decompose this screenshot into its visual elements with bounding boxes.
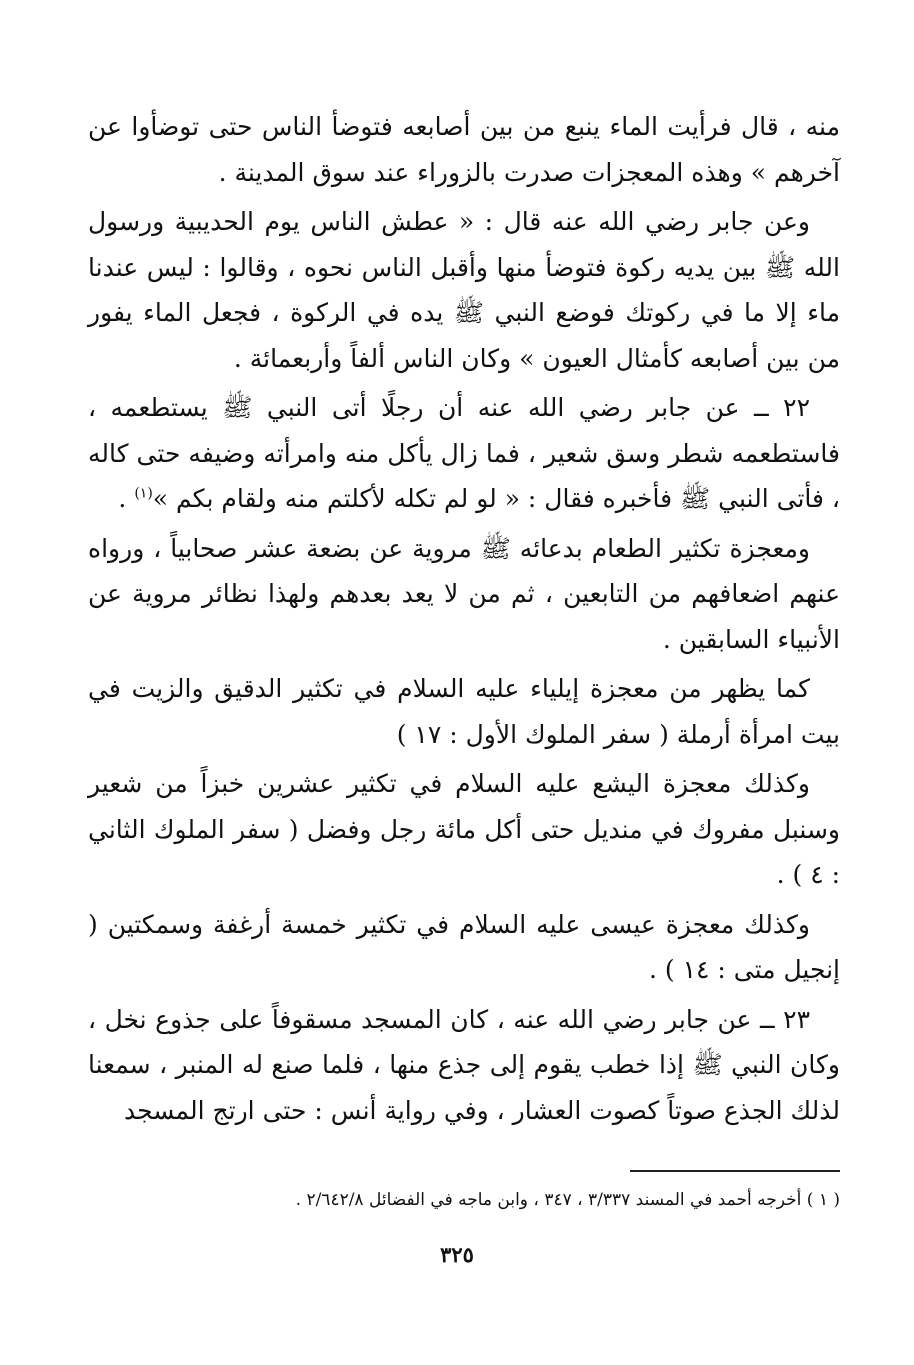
paragraph-2 xyxy=(88,199,840,381)
paragraph-7 xyxy=(88,902,840,993)
hadith-22-tail: . xyxy=(118,484,135,513)
page-number: ٣٢٥ xyxy=(440,1242,474,1267)
footnote-marker[interactable]: (١) xyxy=(134,485,153,502)
hadith-23 xyxy=(88,997,840,1134)
paragraph-1 xyxy=(88,104,840,195)
paragraph-4 xyxy=(88,526,840,663)
hadith-23-text: ٢٣ ــ عن جابر رضي الله عنه ، كان المسجد مسقوفاً على جذوع نخل ، وكان النبي ﷺ إذا خطب يقوم إلى جذع منها ، فلما صنع له المنبر ، سمعنا لذلك الجذع صوتاً كصوت العشار ، وفي رواية أنس : حتى ارتج المسجد xyxy=(88,1004,840,1125)
paragraph-6-text: وكذلك معجزة اليشع عليه السلام في تكثير عشرين خبزاً من شعير وسنبل مفروك في منديل حتى أكل مائة رجل وفضل ( سفر الملوك الثاني : ٤ ) . xyxy=(88,769,840,889)
footnote-rule xyxy=(630,1170,840,1172)
hadith-22-text: ٢٢ ــ عن جابر رضي الله عنه أن رجلًا أتى النبي ﷺ يستطعمه ، فاستطعمه شطر وسق شعير ، فما زال يأكل منه وامرأته وضيفه حتى كاله ، فأتى النبي ﷺ فأخبره فقال : « لو لم تكله لأكلتم منه ولقام بكم » xyxy=(88,393,840,513)
footnote: ( ١ ) أخرجه أحمد في المسند ٣/٣٣٧ ، ٣٤٧ ، وابن ماجه في الفضائل ٢/٦٤٢/٨ . xyxy=(295,1190,840,1210)
paragraph-2-text: وعن جابر رضي الله عنه قال : « عطش الناس يوم الحديبية ورسول الله ﷺ بين يديه ركوة فتوضأ منها وأقبل الناس نحوه ، وقالوا : ليس عندنا ماء إلا ما في ركوتك فوضع النبي ﷺ يده في الركوة ، فجعل الماء يفور من بين أصابعه كأمثال العيون » وكان الناس ألفاً وأربعمائة . xyxy=(88,207,840,373)
paragraph-5 xyxy=(88,666,840,757)
paragraph-4-text: ومعجزة تكثير الطعام بدعائه ﷺ مروية عن بضعة عشر صحابياً ، ورواه عنهم اضعافهم من التابعين ، ثم من لا يعد بعدهم ولهذا نظائر مروية عن الأنبياء السابقين . xyxy=(88,533,840,654)
paragraph-5-text: كما يظهر من معجزة إيلياء عليه السلام في تكثير الدقيق والزيت في بيت امرأة أرملة ( سفر الملوك الأول : ١٧ ) xyxy=(88,674,840,749)
hadith-22 xyxy=(88,385,840,522)
page-body xyxy=(88,104,840,1137)
paragraph-7-text: وكذلك معجزة عيسى عليه السلام في تكثير خمسة أرغفة وسمكتين ( إنجيل متى : ١٤ ) . xyxy=(88,909,840,984)
paragraph-6 xyxy=(88,761,840,898)
paragraph-1-text: منه ، قال فرأيت الماء ينبع من بين أصابعه فتوضأ الناس حتى توضأوا عن آخرهم » وهذه المعجزات صدرت بالزوراء عند سوق المدينة . xyxy=(88,112,840,187)
